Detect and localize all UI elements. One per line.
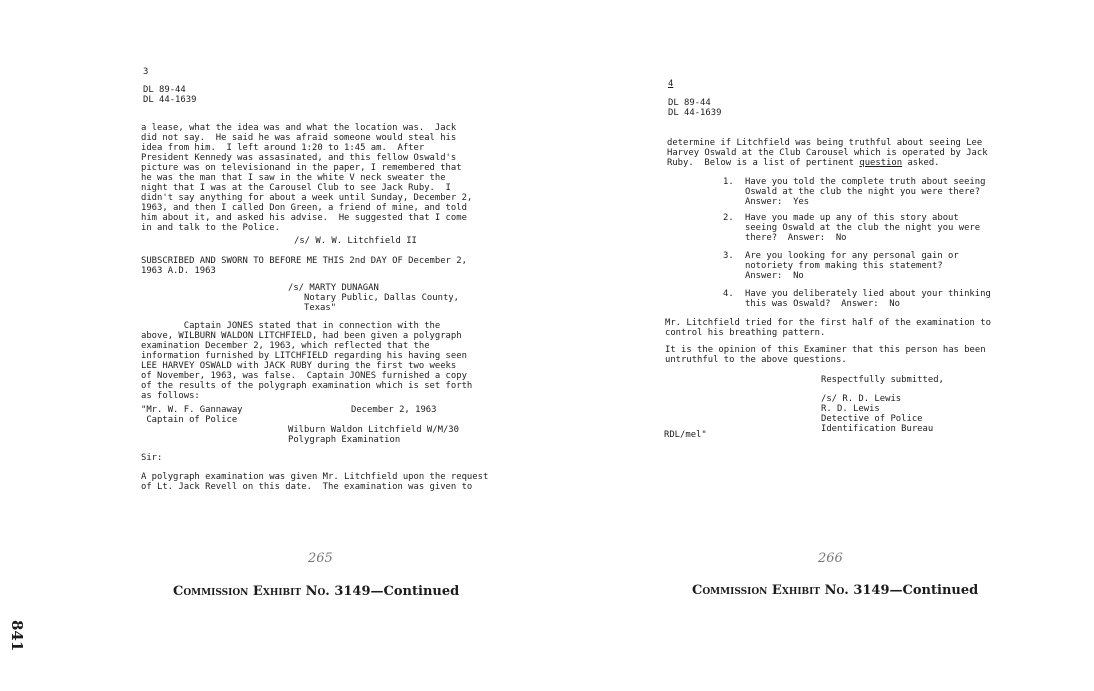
right-intro-line-3 bbox=[667, 158, 940, 168]
left-exhibit-caption-continued: —Continued bbox=[370, 584, 460, 599]
left-paragraph-polygraph: A polygraph examination was given Mr. Litchfield upon the request of Lt. Jack Revell on this date. The examination was given to bbox=[141, 472, 489, 492]
side-page-number: 841 bbox=[8, 620, 26, 652]
right-question-3-text: Are you looking for any personal gain or notoriety from making this statement? Answer: No bbox=[745, 251, 959, 281]
left-salutation: Sir: bbox=[141, 453, 163, 463]
right-question-4-text: Have you deliberately lied about your thinking this was Oswald? Answer: No bbox=[745, 289, 991, 309]
left-sworn-statement: SUBSCRIBED AND SWORN TO BEFORE ME THIS 2nd DAY OF December 2, 1963 A.D. 1963 bbox=[141, 256, 467, 276]
left-memo-date: December 2, 1963 bbox=[351, 405, 437, 415]
right-paragraph-breathing: Mr. Litchfield tried for the first half of the examination to control his breathing pattern. bbox=[665, 318, 991, 338]
right-handwritten-page-mark: 266 bbox=[818, 551, 843, 566]
left-page-number: 3 bbox=[143, 67, 149, 77]
left-paragraph-statement: a lease, what the idea was and what the location was. Jack did not say. He said he was afraid someone would steal his idea from him. I left around 1:20 to 1:45 am. After President Kennedy was assasinated, and this fellow Oswald's picture was on televisionand in the paper, I remembered that he was the man that I saw in the white V neck sweater the night that I was at the Carousel Club to see Jack Ruby. I didn't say anything for about a week until Sunday, December 2, 1963, and then I called Don Green, a friend of mine, and told him about it, and asked his advise. He suggested that I come in and talk to the Police. bbox=[141, 123, 473, 233]
right-initials: RDL/mel" bbox=[664, 430, 707, 440]
left-memo-subject: Wilburn Waldon Litchfield W/M/30 Polygraph Examination bbox=[288, 425, 459, 445]
right-closing: Respectfully submitted, bbox=[821, 375, 944, 385]
right-question-4-number: 4. bbox=[723, 289, 734, 299]
left-exhibit-caption-title: Commission Exhibit No. 3149 bbox=[173, 584, 371, 599]
right-page-number: 4 bbox=[668, 79, 674, 89]
right-exhibit-caption bbox=[692, 583, 978, 598]
right-question-1-text: Have you told the complete truth about seeing Oswald at the club the night you were there? Answer: Yes bbox=[745, 177, 986, 207]
right-exhibit-caption-continued: —Continued bbox=[889, 583, 979, 598]
right-question-3-number: 3. bbox=[723, 251, 734, 261]
right-signature-block: /s/ R. D. Lewis R. D. Lewis Detective of Police Identification Bureau bbox=[821, 394, 934, 434]
left-paragraph-captain: Captain JONES stated that in connection with the above, WILBURN WALDON LITCHFIELD, had been given a polygraph examination December 2, 1963, which reflected that the information furnished by LITCHFIELD regarding his having seen LEE HARVEY OSWALD with JACK RUBY during the first two weeks of November, 1963, was false. Captain JONES furnished a copy of the results of the polygraph examination which is set forth as follows: bbox=[141, 321, 473, 401]
right-intro-line-2: Harvey Oswald at the Club Carousel which is operated by Jack bbox=[667, 148, 988, 158]
right-paragraph-opinion: It is the opinion of this Examiner that this person has been untruthful to the above questions. bbox=[665, 345, 986, 365]
left-exhibit-caption bbox=[173, 584, 459, 599]
left-file-ref-1: DL 89-44 bbox=[143, 85, 186, 95]
right-question-2-number: 2. bbox=[723, 213, 734, 223]
left-memo-to: "Mr. W. F. Gannaway Captain of Police bbox=[141, 405, 243, 425]
right-exhibit-caption-title: Commission Exhibit No. 3149 bbox=[692, 583, 890, 598]
right-intro-underlined-word: question bbox=[859, 158, 903, 168]
right-file-ref-1: DL 89-44 bbox=[668, 98, 711, 108]
left-signature: /s/ W. W. Litchfield II bbox=[294, 236, 417, 246]
right-intro-line-3-end: asked. bbox=[902, 158, 940, 168]
left-handwritten-page-mark: 265 bbox=[308, 551, 333, 566]
right-intro-line-3-start: Ruby. Below is a list of pertinent bbox=[667, 158, 860, 168]
left-file-ref-2: DL 44-1639 bbox=[143, 95, 197, 105]
right-question-2-text: Have you made up any of this story about seeing Oswald at the club the night you were there? Answer: No bbox=[745, 213, 981, 243]
right-intro-line-1: determine if Litchfield was being truthful about seeing Lee bbox=[667, 138, 983, 148]
left-notary-block: /s/ MARTY DUNAGAN Notary Public, Dallas County, Texas" bbox=[288, 283, 459, 313]
right-file-ref-2: DL 44-1639 bbox=[668, 108, 722, 118]
right-question-1-number: 1. bbox=[723, 177, 734, 187]
